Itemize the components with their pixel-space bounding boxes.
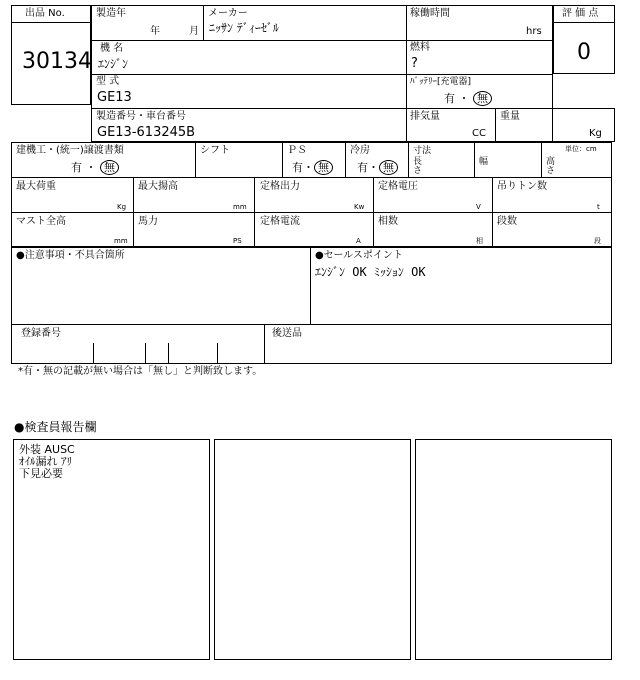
ac-no-circled: 無	[379, 160, 398, 175]
ac-choice	[357, 160, 398, 175]
dims-label: 寸法	[413, 146, 432, 156]
ps-no-circled: 無	[314, 160, 333, 175]
ps-dot: ・	[303, 161, 314, 174]
displacement-unit: CC	[472, 128, 486, 139]
registration-label: 登録番号	[21, 328, 61, 339]
divider	[553, 22, 615, 23]
divider	[91, 74, 553, 75]
inspector-box-3	[415, 439, 612, 660]
year-label: 製造年	[96, 8, 126, 19]
rated-voltage-label: 定格電圧	[378, 181, 418, 192]
divider	[133, 177, 134, 247]
rated-output-label: 定格出力	[260, 181, 300, 192]
hoist-tons-label: 吊りトン数	[497, 181, 547, 192]
divider	[91, 40, 553, 41]
divider	[492, 177, 493, 247]
divider	[345, 142, 346, 177]
divider	[264, 324, 265, 364]
weight-label: 重量	[500, 111, 520, 122]
rated-current-unit: A	[356, 237, 361, 245]
ps-label: ＰＳ	[287, 145, 307, 156]
hours-label: 稼働時間	[410, 8, 450, 19]
height-label: 高	[546, 157, 556, 167]
reg-tick	[93, 343, 94, 364]
month-unit: 月	[189, 26, 199, 37]
battery-yes: 有	[444, 92, 455, 105]
width-label: 幅	[479, 157, 489, 167]
maker-value: ﾆｯｻﾝ ﾃﾞｨｰｾﾞﾙ	[209, 21, 279, 35]
serial-label: 製造番号・車台番号	[96, 111, 186, 122]
divider	[282, 142, 283, 177]
year-unit: 年	[150, 26, 160, 37]
max-lift-unit: mm	[233, 203, 247, 211]
hours-unit: hrs	[526, 26, 542, 37]
ac-yes: 有	[357, 161, 368, 174]
rated-current-label: 定格電流	[260, 216, 300, 227]
lot-number: 30134	[22, 49, 92, 74]
inspector-report-title: ●検査員報告欄	[14, 420, 97, 434]
spec-grid	[11, 142, 612, 247]
maker-label: メーカー	[208, 8, 248, 19]
serial-value: GE13-613245B	[97, 125, 196, 140]
fuel-label: 燃料	[410, 42, 430, 53]
steps-unit: 段	[594, 237, 601, 245]
type-label: 型 式	[96, 76, 120, 87]
inspector-box-2	[214, 439, 411, 660]
footnote: *有・無の記載が無い場合は「無し」と判断致します。	[18, 366, 263, 377]
rated-output-unit: Kw	[354, 203, 365, 211]
sales-points-label: ●セールスポイント	[315, 250, 403, 261]
divider	[11, 177, 612, 178]
fuel-value: ?	[411, 56, 418, 71]
rated-voltage-unit: V	[476, 203, 481, 211]
battery-label: ﾊﾞｯﾃﾘｰ[充電器]	[410, 77, 472, 87]
ac-dot: ・	[368, 161, 379, 174]
divider	[91, 108, 553, 109]
length-label-2: さ	[413, 166, 423, 176]
weight-unit: Kg	[589, 128, 602, 139]
reg-tick	[168, 343, 169, 364]
model-name-label: 機 名	[100, 43, 124, 54]
later-items-label: 後送品	[272, 328, 302, 339]
transfer-no-circled: 無	[100, 160, 119, 175]
reg-tick	[217, 343, 218, 364]
divider	[11, 212, 612, 213]
horsepower-label: 馬力	[138, 216, 158, 227]
divider	[310, 247, 311, 324]
model-name-value: ｴﾝｼﾞﾝ	[98, 57, 129, 71]
inspector-line-3: 下見必要	[19, 467, 63, 480]
length-label: 長	[413, 157, 423, 167]
lot-number-label: 出品 No.	[25, 8, 65, 19]
displacement-label: 排気量	[410, 111, 440, 122]
transfer-docs-choice	[71, 160, 119, 175]
score-value: 0	[577, 40, 591, 65]
reg-tick	[145, 343, 146, 364]
transfer-dot: ・	[85, 161, 97, 174]
max-load-label: 最大荷重	[16, 181, 56, 192]
mast-height-label: マスト全高	[16, 216, 66, 227]
divider	[541, 142, 542, 177]
phase-count-label: 相数	[378, 216, 398, 227]
sales-points-text: ｴﾝｼﾞﾝ OK ﾐｯｼｮﾝ OK	[315, 265, 426, 279]
notes-grid	[11, 247, 612, 364]
transfer-docs-label: 建機工・(統一)譲渡書類	[16, 145, 124, 156]
max-lift-label: 最大揚高	[138, 181, 178, 192]
battery-dot: ・	[458, 92, 470, 105]
inspector-line-1: 外装 AUSC	[19, 443, 75, 456]
divider	[195, 142, 196, 177]
phase-count-unit: 相	[476, 237, 483, 245]
dims-unit-note: 単位：cm	[565, 145, 597, 153]
steps-label: 段数	[497, 216, 517, 227]
battery-choice	[444, 91, 492, 106]
divider	[495, 108, 496, 142]
divider	[203, 5, 204, 40]
caution-label: ●注意事項・不具合箇所	[16, 250, 125, 261]
score-label: 評 価 点	[562, 8, 599, 19]
transfer-yes: 有	[71, 161, 82, 174]
ps-choice	[292, 160, 333, 175]
ps-yes: 有	[292, 161, 303, 174]
divider	[408, 142, 409, 177]
divider	[11, 22, 91, 23]
ac-label: 冷房	[350, 145, 370, 156]
divider	[11, 324, 612, 325]
shift-label: シフト	[200, 145, 230, 156]
hoist-tons-unit: t	[597, 203, 600, 211]
weight-box-extension	[552, 108, 615, 142]
divider	[254, 177, 255, 247]
height-label-2: さ	[546, 166, 556, 176]
divider	[406, 5, 407, 142]
battery-no-circled: 無	[473, 91, 492, 106]
type-value: GE13	[97, 90, 132, 105]
horsepower-unit: PS	[233, 237, 242, 245]
max-load-unit: Kg	[117, 203, 127, 211]
mast-height-unit: mm	[114, 237, 128, 245]
divider	[373, 177, 374, 247]
divider	[474, 142, 475, 177]
inspector-line-2: ｵｲﾙ漏れ ｱﾘ	[19, 455, 72, 468]
